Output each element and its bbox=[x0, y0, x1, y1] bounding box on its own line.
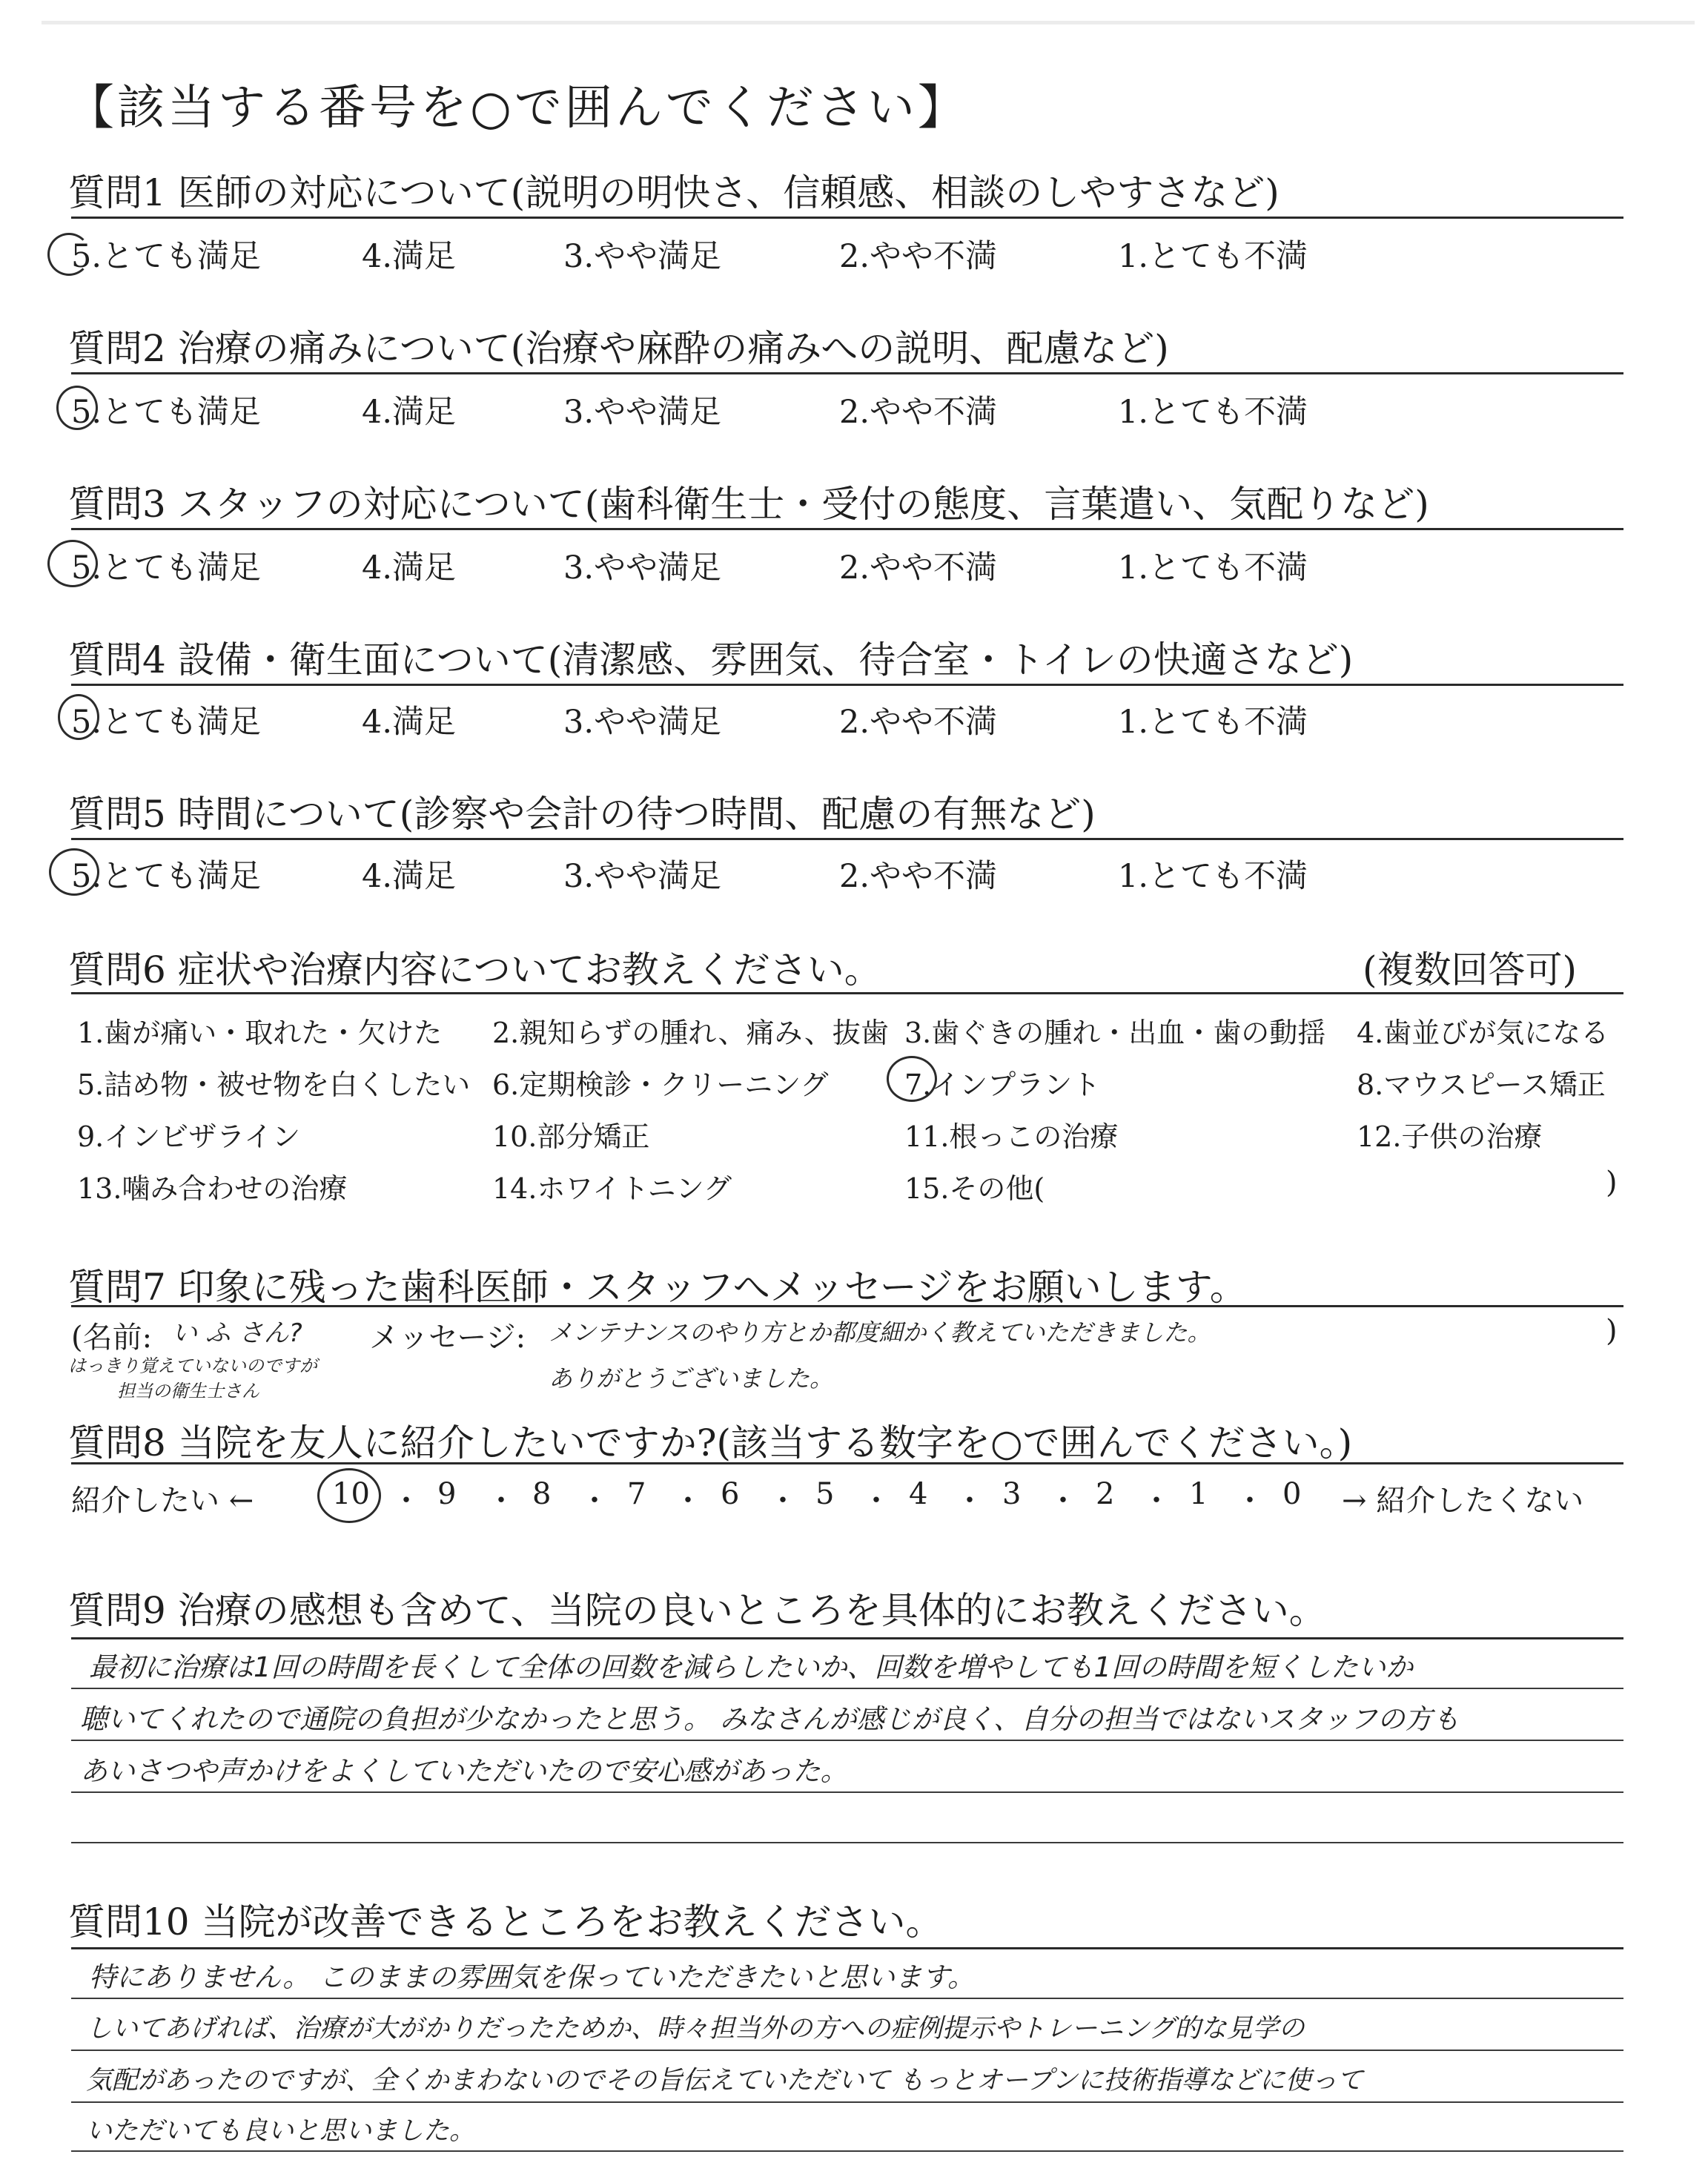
option-4[interactable]: 4.満足 bbox=[362, 394, 457, 431]
answer-line bbox=[71, 2101, 1623, 2103]
multiple-answers-note: (複数回答可) bbox=[1363, 948, 1578, 991]
divider bbox=[71, 1637, 1623, 1639]
symptom-option[interactable]: 2.親知らずの腫れ、痛み、抜歯 bbox=[492, 1017, 889, 1049]
handwritten-name[interactable]: い ふ さん? bbox=[172, 1318, 302, 1348]
symptom-option[interactable]: 15.その他( bbox=[904, 1172, 1045, 1205]
scale-4[interactable]: 4 bbox=[909, 1477, 928, 1511]
scale-0[interactable]: 0 bbox=[1282, 1477, 1302, 1511]
option-1[interactable]: 1.とても不満 bbox=[1118, 238, 1308, 275]
divider bbox=[71, 1462, 1623, 1464]
divider bbox=[71, 1305, 1623, 1307]
question-title: 質問5 時間について(診察や会計の待つ時間、配慮の有無など) bbox=[68, 793, 1096, 836]
recommend-right-label: → 紹介したくない bbox=[1342, 1484, 1584, 1518]
option-2[interactable]: 2.やや不満 bbox=[839, 704, 998, 741]
option-5[interactable]: 5.とても満足 bbox=[71, 549, 262, 587]
option-4[interactable]: 4.満足 bbox=[362, 238, 457, 275]
handwritten-answer[interactable]: あいさつや声かけをよくしていただいたので安心感があった。 bbox=[80, 1755, 848, 1787]
divider bbox=[71, 992, 1623, 994]
question-title: 質問3 スタッフの対応について(歯科衛生士・受付の態度、言葉遣い、気配りなど) bbox=[68, 483, 1429, 526]
option-2[interactable]: 2.やや不満 bbox=[839, 858, 998, 895]
handwritten-answer[interactable]: 聴いてくれたので通院の負担が少なかったと思う。 みなさんが感じが良く、自分の担当ではないスタッフの方も bbox=[80, 1703, 1460, 1735]
scale-3[interactable]: 3 bbox=[1002, 1477, 1022, 1511]
option-3[interactable]: 3.やや満足 bbox=[563, 858, 722, 895]
symptom-option[interactable]: 14.ホワイトニング bbox=[492, 1172, 732, 1205]
option-2[interactable]: 2.やや不満 bbox=[839, 394, 998, 431]
option-3[interactable]: 3.やや満足 bbox=[563, 549, 722, 587]
divider bbox=[71, 217, 1623, 219]
symptom-option[interactable]: 11.根っこの治療 bbox=[904, 1120, 1119, 1153]
selection-circle bbox=[47, 233, 90, 276]
scale-10[interactable]: 10 bbox=[332, 1477, 370, 1511]
handwritten-answer[interactable]: 気配があったのですが、全くかまわないのでその旨伝えていただいて もっとオープンに技術指導などに使って bbox=[86, 2066, 1363, 2095]
symptom-option[interactable]: 1.歯が痛い・取れた・欠けた bbox=[77, 1017, 443, 1049]
scale-separator: ・ bbox=[1235, 1484, 1265, 1518]
option-1[interactable]: 1.とても不満 bbox=[1118, 394, 1308, 431]
symptom-option[interactable]: 12.子供の治療 bbox=[1357, 1120, 1543, 1153]
symptom-option[interactable]: 6.定期検診・クリーニング bbox=[492, 1069, 829, 1101]
message-label: メッセージ: bbox=[369, 1321, 526, 1355]
selection-circle bbox=[56, 386, 98, 430]
handwritten-answer[interactable]: 特にありません。 このままの雰囲気を保っていただきたいと思います。 bbox=[89, 1961, 976, 1993]
scale-7[interactable]: 7 bbox=[627, 1477, 646, 1511]
recommend-left-label: 紹介したい ← bbox=[71, 1484, 254, 1518]
scale-5[interactable]: 5 bbox=[815, 1477, 835, 1511]
scale-separator: ・ bbox=[1048, 1484, 1078, 1518]
answer-line bbox=[71, 2050, 1623, 2051]
divider bbox=[71, 528, 1623, 530]
answer-line bbox=[71, 1791, 1623, 1793]
handwritten-name-note: 担当の衛生士さん bbox=[117, 1381, 259, 1401]
scale-8[interactable]: 8 bbox=[532, 1477, 552, 1511]
scale-6[interactable]: 6 bbox=[721, 1477, 740, 1511]
scale-separator: ・ bbox=[580, 1484, 609, 1518]
option-5[interactable]: 5.とても満足 bbox=[71, 238, 262, 275]
selection-circle bbox=[58, 694, 99, 740]
top-border bbox=[42, 21, 1695, 24]
symptom-option[interactable]: 4.歯並びが気になる bbox=[1357, 1017, 1609, 1049]
selection-circle bbox=[49, 848, 99, 896]
handwritten-message[interactable]: ありがとうございました。 bbox=[549, 1364, 834, 1393]
selection-circle bbox=[887, 1056, 937, 1102]
scale-separator: ・ bbox=[955, 1484, 984, 1518]
question-title: 質問9 治療の感想も含めて、当院の良いところを具体的にお教えください。 bbox=[68, 1589, 1326, 1632]
answer-line bbox=[71, 1688, 1623, 1689]
question-title: 質問8 当院を友人に紹介したいですか?(該当する数字を○で囲んでください。) bbox=[68, 1421, 1353, 1464]
handwritten-answer[interactable]: いただいても良いと思いました。 bbox=[86, 2116, 476, 2146]
option-1[interactable]: 1.とても不満 bbox=[1118, 704, 1308, 741]
scale-2[interactable]: 2 bbox=[1096, 1477, 1115, 1511]
divider bbox=[71, 684, 1623, 686]
question-title: 質問7 印象に残った歯科医師・スタッフへメッセージをお願いします。 bbox=[68, 1266, 1247, 1309]
option-3[interactable]: 3.やや満足 bbox=[563, 704, 722, 741]
divider bbox=[71, 1947, 1623, 1949]
handwritten-answer[interactable]: 最初に治療は1回の時間を長くして全体の回数を減らしたいか、回数を増やしても1回の時間を短くしたいか bbox=[89, 1651, 1414, 1683]
option-5[interactable]: 5.とても満足 bbox=[71, 858, 262, 895]
scale-separator: ・ bbox=[391, 1484, 421, 1518]
answer-line bbox=[71, 2150, 1623, 2152]
handwritten-message[interactable]: メンテナンスのやり方とか都度細かく教えていただきました。 bbox=[549, 1318, 1211, 1347]
question-title: 質問6 症状や治療内容についてお教えください。 bbox=[68, 948, 881, 991]
symptom-option[interactable]: 7.インプラント bbox=[904, 1069, 1101, 1101]
scale-separator: ・ bbox=[768, 1484, 798, 1518]
page-heading: 【該当する番号を○で囲んでください】 bbox=[67, 81, 968, 136]
scale-separator: ・ bbox=[861, 1484, 891, 1518]
selection-circle bbox=[317, 1468, 381, 1523]
option-3[interactable]: 3.やや満足 bbox=[563, 238, 722, 275]
divider bbox=[71, 838, 1623, 840]
question-title: 質問2 治療の痛みについて(治療や麻酔の痛みへの説明、配慮など) bbox=[68, 327, 1169, 370]
option-4[interactable]: 4.満足 bbox=[362, 858, 457, 895]
symptom-option[interactable]: 5.詰め物・被せ物を白くしたい bbox=[77, 1069, 471, 1101]
scale-separator: ・ bbox=[486, 1484, 516, 1518]
selection-circle bbox=[47, 540, 98, 587]
symptom-option[interactable]: 8.マウスピース矯正 bbox=[1357, 1069, 1606, 1101]
scale-9[interactable]: 9 bbox=[437, 1477, 457, 1511]
divider bbox=[71, 372, 1623, 374]
question-title: 質問4 設備・衛生面について(清潔感、雰囲気、待合室・トイレの快適さなど) bbox=[68, 638, 1354, 681]
option-2[interactable]: 2.やや不満 bbox=[839, 549, 998, 587]
option-5[interactable]: 5.とても満足 bbox=[71, 394, 262, 431]
scale-separator: ・ bbox=[673, 1484, 703, 1518]
option-4[interactable]: 4.満足 bbox=[362, 704, 457, 741]
symptom-option[interactable]: 10.部分矯正 bbox=[492, 1120, 650, 1153]
handwritten-answer[interactable]: しいてあげれば、治療が大がかりだったためか、時々担当外の方への症例提示やトレーニング的な見学の bbox=[86, 2014, 1305, 2044]
close-paren: ) bbox=[1606, 1314, 1618, 1348]
handwritten-name-note: はっきり覚えていないのですが bbox=[68, 1355, 317, 1376]
option-3[interactable]: 3.やや満足 bbox=[563, 394, 722, 431]
scale-1[interactable]: 1 bbox=[1189, 1477, 1208, 1511]
option-1[interactable]: 1.とても不満 bbox=[1118, 549, 1308, 587]
scale-separator: ・ bbox=[1142, 1484, 1171, 1518]
symptom-option[interactable]: 9.インビザライン bbox=[77, 1120, 301, 1153]
answer-line bbox=[71, 1842, 1623, 1843]
question-title: 質問10 当院が改善できるところをお教えください。 bbox=[68, 1900, 943, 1943]
option-2[interactable]: 2.やや不満 bbox=[839, 238, 998, 275]
symptom-option[interactable]: 13.噛み合わせの治療 bbox=[77, 1172, 348, 1205]
answer-line bbox=[71, 1998, 1623, 1999]
symptom-option[interactable]: 3.歯ぐきの腫れ・出血・歯の動揺 bbox=[904, 1017, 1326, 1049]
close-paren: ) bbox=[1606, 1166, 1618, 1200]
name-label: (名前: bbox=[71, 1321, 153, 1355]
option-1[interactable]: 1.とても不満 bbox=[1118, 858, 1308, 895]
option-5[interactable]: 5.とても満足 bbox=[71, 704, 262, 741]
question-title: 質問1 医師の対応について(説明の明快さ、信頼感、相談のしやすさなど) bbox=[68, 171, 1280, 214]
option-4[interactable]: 4.満足 bbox=[362, 549, 457, 587]
answer-line bbox=[71, 1740, 1623, 1741]
